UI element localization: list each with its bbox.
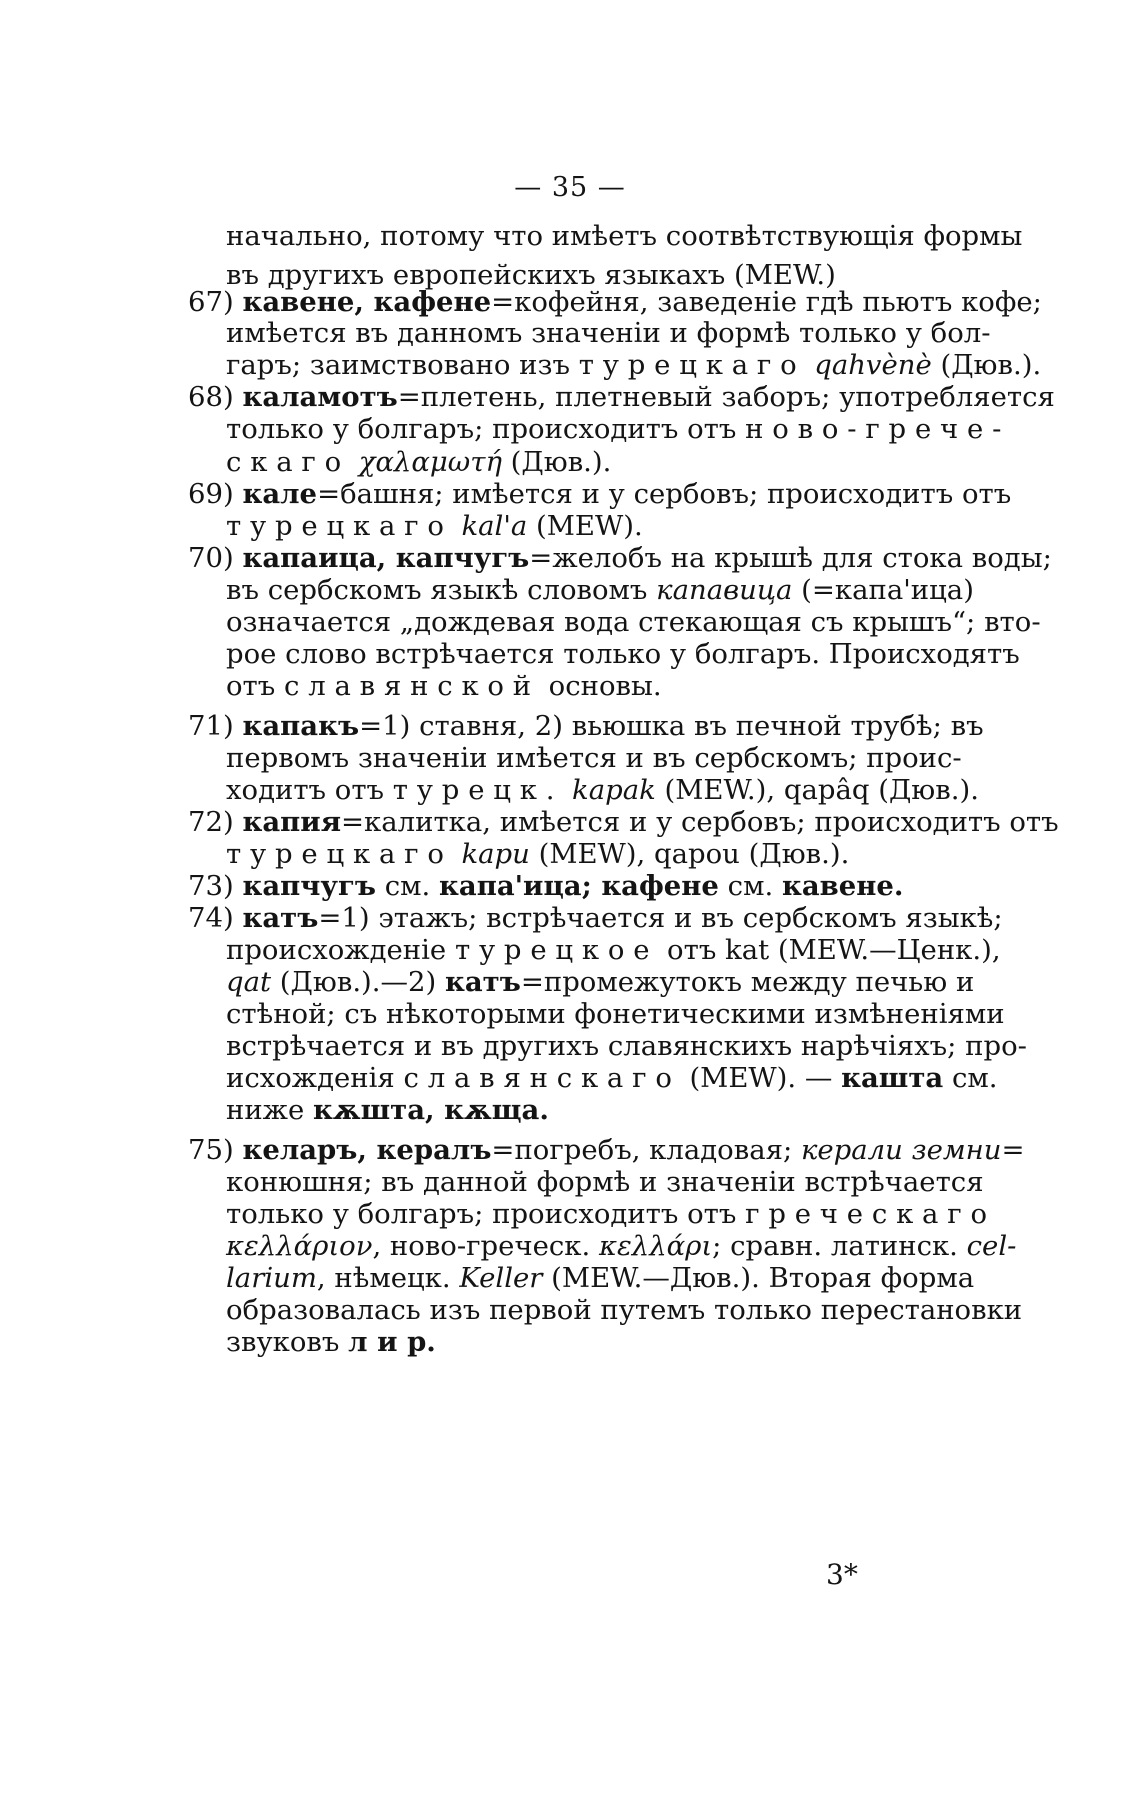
text-line: звуковъ л и р. — [226, 1326, 436, 1358]
text-line: турецкаго kapu (MEW), qapou (Дюв.). — [226, 838, 850, 870]
text-line: только у болгаръ; происходитъ отъ ново-грече- — [226, 413, 1011, 445]
text-line: въ другихъ европейскихъ языкахъ (MEW.) — [226, 259, 836, 291]
headword: капия — [242, 806, 342, 838]
text-line: имѣется въ данномъ значеніи и формѣ только у бол- — [226, 317, 991, 349]
entry-71-line: 71) капакъ=1) ставня, 2) вьюшка въ печной трубѣ; въ — [188, 710, 984, 742]
text-line: отъ славянской основы. — [226, 670, 662, 702]
text-line: конюшня; въ данной формѣ и значеніи встрѣчается — [226, 1166, 984, 1198]
text-line: только у болгаръ; происходитъ отъ греческаго — [226, 1198, 996, 1230]
text-line: встрѣчается и въ другихъ славянскихъ нарѣчіяхъ; про- — [226, 1030, 1027, 1062]
text-line: первомъ значеніи имѣется и въ сербскомъ; проис- — [226, 742, 962, 774]
entry-75-line: 75) келаръ, кералъ=погребъ, кладовая; керали земни= — [188, 1134, 1025, 1166]
text-line: κελλάριον, ново-греческ. κελλάρι; сравн. латинск. cel- — [226, 1230, 1017, 1262]
text-line: въ сербскомъ языкѣ словомъ капавица (=капа'ица) — [226, 574, 974, 606]
headword: каламотъ — [242, 381, 398, 413]
headword: кале — [242, 478, 318, 510]
text-line: происхожденіе турецкое отъ kat (MEW.—Ценк.), — [226, 934, 1001, 966]
text-line: ниже кѫшта, кѫща. — [226, 1094, 549, 1126]
headword: келаръ, кералъ — [242, 1134, 492, 1166]
headword: капакъ — [242, 710, 360, 742]
text-line: qat (Дюв.).—2) катъ=промежутокъ между печью и — [226, 966, 975, 998]
headword: капчугъ — [242, 870, 376, 902]
headword: капаица, капчугъ — [242, 542, 530, 574]
entry-70-line: 70) капаица, капчугъ=желобъ на крышѣ для стока воды; — [188, 542, 1052, 574]
page-number: — 35 — — [514, 172, 626, 203]
text-line: начально, потому что имѣетъ соотвѣтствующія формы — [226, 220, 1023, 252]
text-line: турецкаго kal'a (MEW). — [226, 510, 643, 542]
signature-mark: 3* — [826, 1558, 858, 1591]
text-line: исхожденія славянскаго (MEW). — кашта см. — [226, 1062, 998, 1094]
text-line: ходитъ отъ турецк. kapak (MEW.), qapâq (Дюв.). — [226, 774, 979, 806]
headword: катъ — [242, 902, 319, 934]
text-line: гаръ; заимствовано изъ турецкаго qahvènè (Дюв.). — [226, 349, 1042, 381]
entry-67-line: 67) кавене, кафене=кофейня, заведеніе гдѣ пьютъ кофе; — [188, 286, 1042, 318]
headword: кавене, кафене — [242, 286, 492, 318]
text-line: скаго χαλαμωτή (Дюв.). — [226, 446, 612, 478]
text-line: стѣной; съ нѣкоторыми фонетическими измѣненіями — [226, 998, 1005, 1030]
entry-68-line: 68) каламотъ=плетень, плетневый заборъ; употребляется — [188, 381, 1055, 413]
text-line: larium, нѣмецк. Keller (MEW.—Дюв.). Вторая форма — [226, 1262, 975, 1294]
text-line: образовалась изъ первой путемъ только перестановки — [226, 1294, 1023, 1326]
entry-69-line: 69) кале=башня; имѣется и у сербовъ; происходитъ отъ — [188, 478, 1012, 510]
text-line: означается „дождевая вода стекающая съ крышъ“; вто- — [226, 606, 1041, 638]
entry-72-line: 72) капия=калитка, имѣется и у сербовъ; происходитъ отъ — [188, 806, 1059, 838]
text-line: рое слово встрѣчается только у болгаръ. Происходятъ — [226, 638, 1020, 670]
entry-73-line: 73) капчугъ см. капа'ица; кафене см. кавене. — [188, 870, 904, 902]
entry-74-line: 74) катъ=1) этажъ; встрѣчается и въ сербскомъ языкѣ; — [188, 902, 1003, 934]
